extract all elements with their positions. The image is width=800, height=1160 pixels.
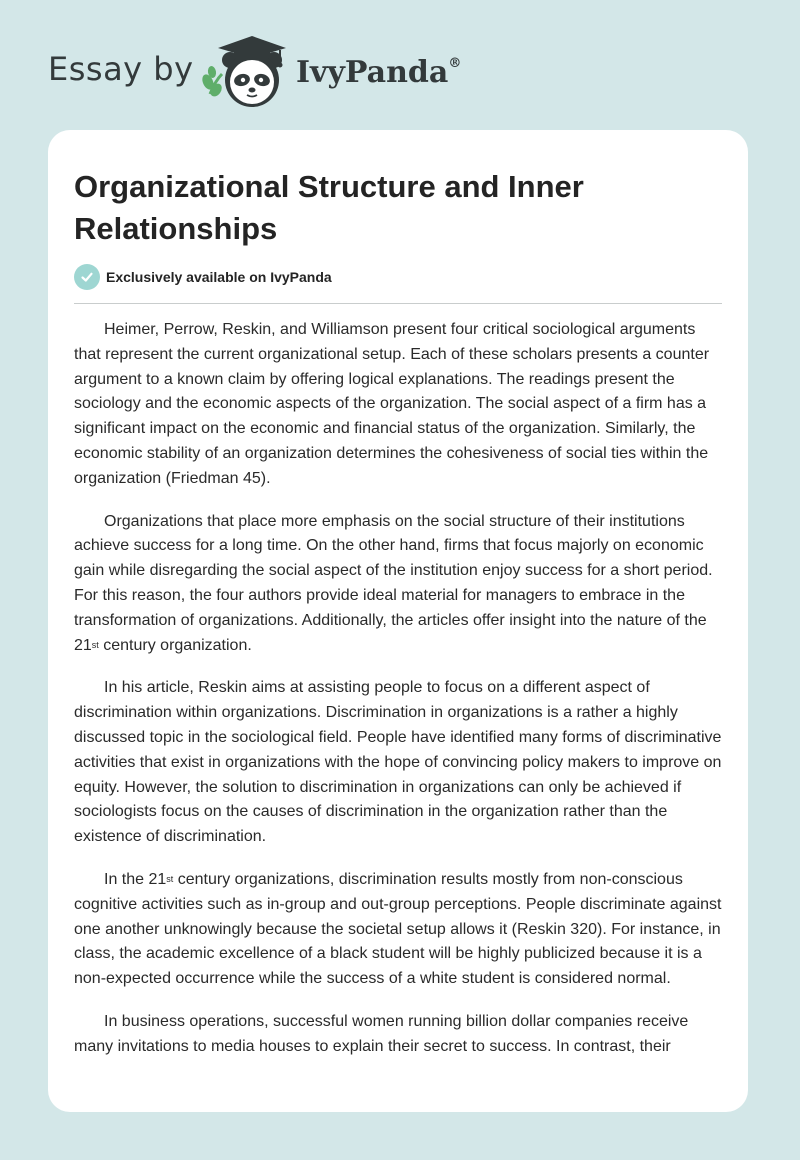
exclusive-badge — [74, 264, 332, 290]
paragraph-4-text-end: century organizations, discrimination results mostly from non-conscious cognitive activities such as in-group and out-group perceptions. People discriminate against one another unknowingly because the societal setup allows it (Reskin 320). For instance, in class, the academic excellence of a black student will be highly publicized because it is a non-expected occurrence while the success of a white student is considered normal. — [74, 870, 722, 988]
brand-name-text: IvyPanda — [296, 55, 449, 90]
panda-logo-icon[interactable] — [200, 34, 292, 110]
paragraph-2-text: Organizations that place more emphasis on the social structure of their institutions achieve success for a long time. On the other hand, firms that focus majorly on economic gain while disregarding the social aspect of the institution enjoy success for a short period. For this reason, the four authors provide ideal material for managers to embrace in the transformation of organizations. Additionally, the articles offer insight into the nature of the 21 — [74, 512, 713, 654]
site-header — [0, 0, 800, 130]
paragraph-3: In his article, Reskin aims at assisting people to focus on a different aspect of discrimination within organizations. Discrimination in organizations is a rather a highly discussed topic in the sociological field. People have identified many forms of discriminative activities that exist in organizations with the hope of convincing policy makers to improve on equity. However, the solution to discrimination in organizations can only be achieved if sociologists focus on the causes of discrimination in the organization rather than the existence of discrimination. — [74, 679, 722, 846]
paragraph-4-text: In the 21 — [104, 870, 167, 888]
ordinal-suffix: st — [166, 873, 174, 884]
divider — [74, 303, 722, 304]
essay-body — [74, 318, 724, 1078]
essay-title: Organizational Structure and Inner Relationships — [74, 169, 584, 246]
paragraph-5: In business operations, successful women running billion dollar companies receive many invitations to media houses to explain their secret to success. In contrast, their — [74, 1012, 689, 1055]
brand-name[interactable] — [296, 55, 461, 90]
registered-mark: ® — [448, 56, 462, 71]
paragraph-2-text-end: century organization. — [98, 636, 252, 654]
badge-label: Exclusively available on IvyPanda — [106, 269, 332, 285]
paragraph-1: Heimer, Perrow, Reskin, and Williamson present four critical sociological arguments that represent the current organizational setup. Each of these scholars presents a counter argument to a known claim by offering logical explanations. The readings present the sociology and the economic aspects of the organization. The social aspect of a firm has a significant impact on the economic and financial status of the organization. Similarly, the economic stability of an organization determines the cohesiveness of social ties within the organization (Friedman 45). — [74, 321, 710, 487]
essay-card — [48, 130, 748, 1112]
paragraph-4 — [74, 868, 724, 992]
essay-by-label: Essay by — [48, 50, 194, 88]
ordinal-suffix: st — [91, 639, 99, 650]
paragraph-2 — [74, 510, 724, 659]
check-circle-icon — [74, 264, 100, 290]
